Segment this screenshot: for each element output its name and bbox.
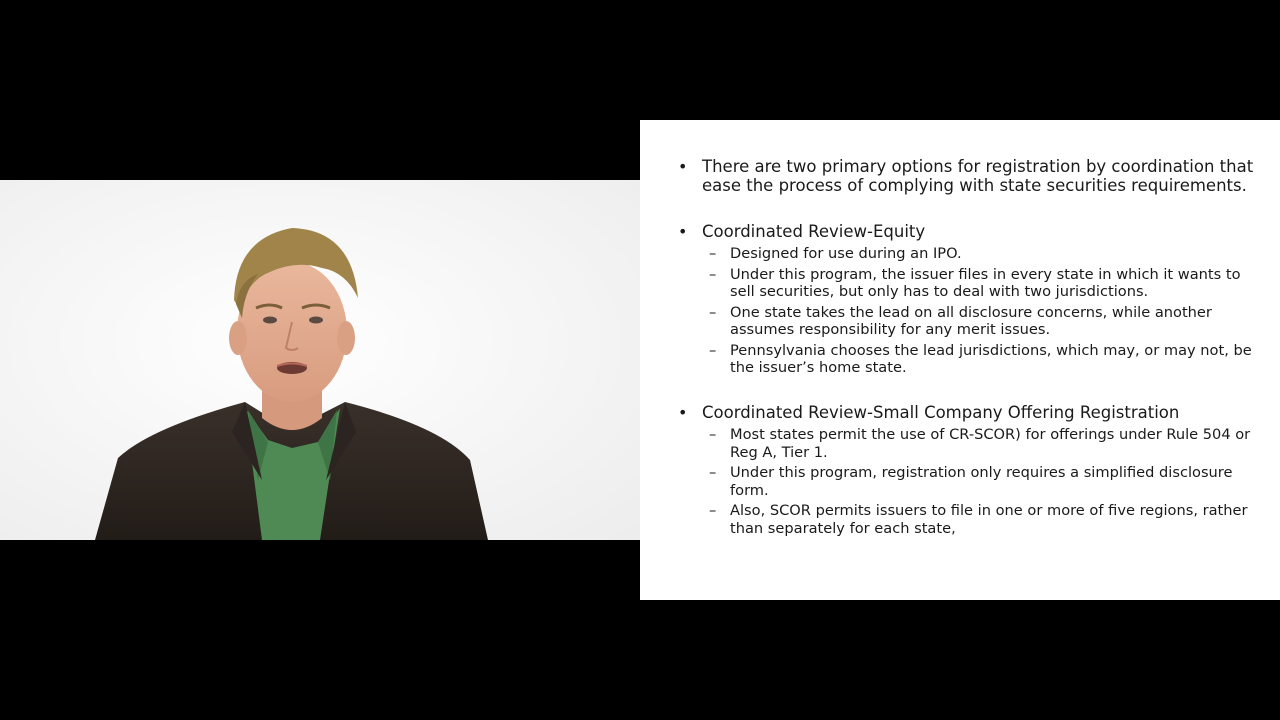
sub-dash: –: [709, 245, 717, 262]
sub-item: [678, 342, 1268, 377]
bullet-item: [678, 157, 1268, 195]
sub-dash: –: [709, 265, 717, 283]
bullet-text: Coordinated Review-Small Company Offering Registration: [702, 403, 1180, 422]
bullet-dot: •: [678, 222, 688, 241]
bullet-text: Coordinated Review-Equity: [702, 222, 926, 241]
bullet-item: [678, 403, 1268, 422]
sub-dash: –: [709, 341, 717, 359]
sub-dash: –: [709, 303, 717, 321]
bullet-text: There are two primary options for registration by coordination that ease the process of complying with state securities requirements.: [702, 157, 1254, 195]
bullet-block-2: [678, 222, 1268, 380]
sub-text: Most states permit the use of CR-SCOR) for offerings under Rule 504 or Reg A, Tier 1.: [730, 426, 1251, 461]
sub-item: [678, 266, 1268, 301]
sub-item: [678, 464, 1268, 499]
sub-dash: –: [709, 502, 717, 519]
presenter-illustration: [0, 180, 640, 540]
sub-list: [678, 426, 1268, 537]
bullet-dot: •: [678, 157, 688, 176]
sub-list: [678, 245, 1268, 377]
bullet-block-3: [678, 403, 1268, 540]
sub-text: Under this program, the issuer files in every state in which it wants to sell securities, but only has to deal with two jurisdictions.: [730, 265, 1241, 300]
sub-item: [678, 245, 1268, 263]
sub-text: Pennsylvania chooses the lead jurisdictions, which may, or may not, be the issuer’s home state.: [730, 341, 1252, 376]
sub-item: [678, 502, 1268, 537]
sub-text: Designed for use during an IPO.: [730, 245, 962, 262]
sub-dash: –: [709, 426, 717, 443]
bullet-block-1: [678, 157, 1268, 195]
sub-item: [678, 304, 1268, 339]
presenter-video[interactable]: [0, 180, 640, 540]
sub-item: [678, 426, 1268, 461]
slide-panel: [640, 120, 1280, 600]
sub-text: One state takes the lead on all disclosure concerns, while another assumes responsibility for any merit issues.: [730, 303, 1212, 338]
bullet-dot: •: [678, 403, 688, 422]
sub-dash: –: [709, 464, 717, 481]
sub-text: Also, SCOR permits issuers to file in one or more of five regions, rather than separately for each state,: [730, 502, 1248, 537]
sub-text: Under this program, registration only requires a simplified disclosure form.: [730, 464, 1233, 499]
bullet-item: [678, 222, 1268, 241]
